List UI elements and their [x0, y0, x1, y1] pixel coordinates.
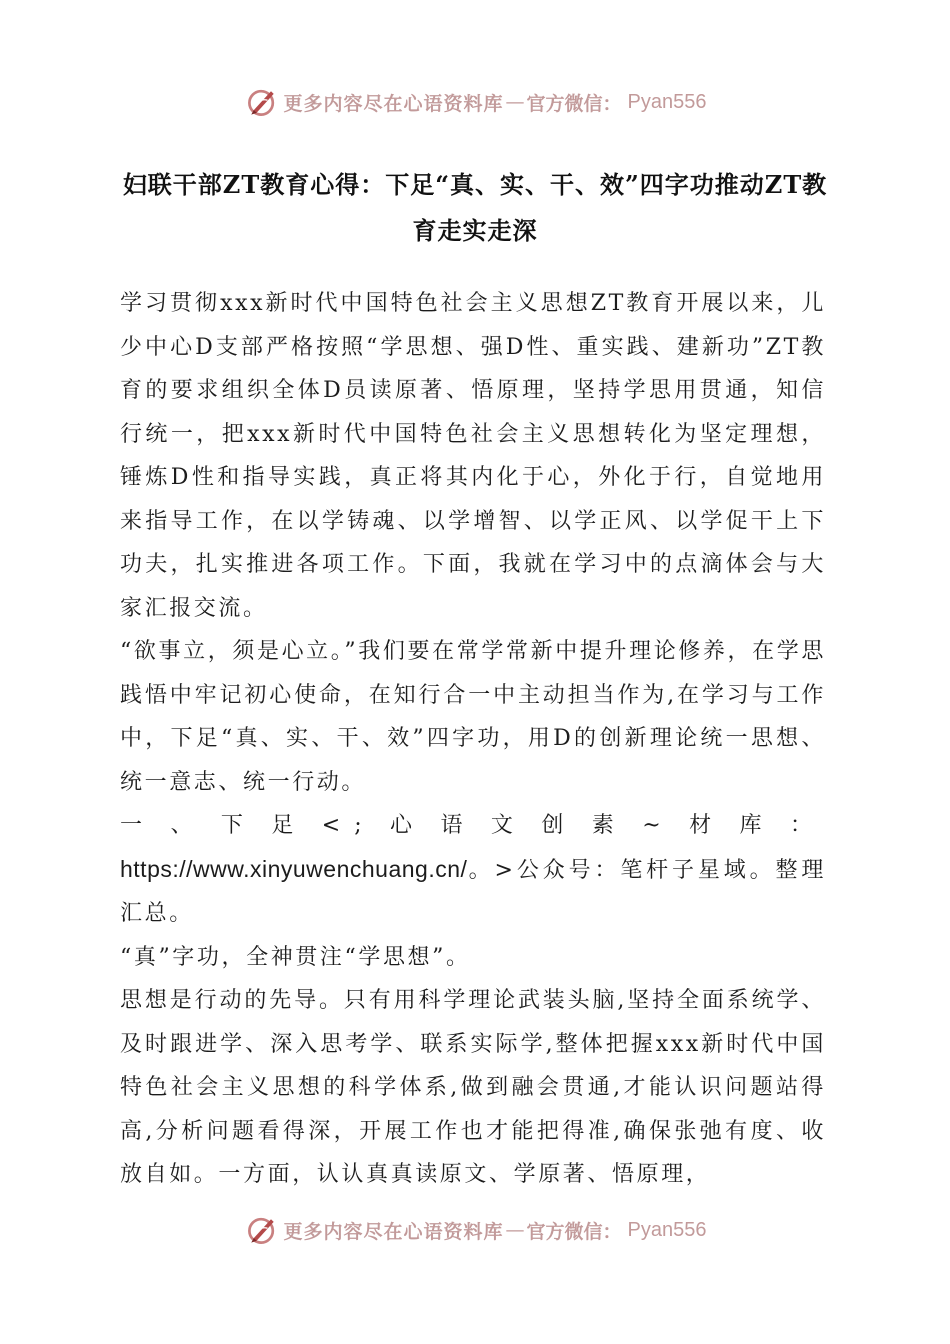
document-body	[120, 282, 826, 1197]
section-heading	[120, 804, 826, 936]
banner-wechat-id: Pyan556	[627, 90, 707, 113]
paragraph-thought: 思想是行动的先导。只有用科学理论武装头脑,坚持全面系统学、及时跟进学、深入思考学、联系实际学,整体把握xxx新时代中国特色社会主义思想的科学体系,做到融会贯通,才能认识问题站得高,分析问题看得深，开展工作也才能把得准,确保张弛有度、收放自如。一方面，认认真真读原文、学原著、悟原理，	[120, 988, 826, 1187]
banner-separator: —	[505, 1219, 525, 1241]
header-banner	[0, 82, 950, 122]
banner-text: 更多内容尽在心语资料库	[283, 1220, 504, 1243]
pen-logo-icon	[244, 1212, 280, 1248]
section-heading-title: “真”字功，全神贯注“学思想”。	[120, 944, 471, 970]
paragraph-intro: 学习贯彻xxx新时代中国特色社会主义思想ZT教育开展以来，儿少中心D支部严格按照“学思想、强D性、重实践、建新功”ZT教育的要求组织全体D员读原著、悟原理，坚持学思用贯通，知信行统一，把xxx新时代中国特色社会主义思想转化为坚定理想，锤炼D性和指导实践，真正将其内化于心，外化于行，自觉地用来指导工作，在以学铸魂、以学增智、以学正风、以学促干上下功夫，扎实推进各项工作。下面，我就在学习中的点滴体会与大家汇报交流。	[120, 291, 826, 621]
footer-banner	[0, 1210, 950, 1250]
banner-separator: —	[505, 91, 525, 113]
banner-text: 更多内容尽在心语资料库	[283, 92, 504, 115]
paragraph-quote: “欲事立，须是心立。”我们要在常学常新中提升理论修养，在学思践悟中牢记初心使命，在知行合一中主动担当作为,在学习与工作中，下足“真、实、干、效”四字功，用D的创新理论统一思想、统一意志、统一行动。	[120, 639, 826, 795]
section-heading-suffix: 。>公众号：笔杆子星域。整理汇总。	[120, 857, 826, 926]
banner-wechat-label: 官方微信：	[526, 1220, 622, 1243]
document-title: 妇联干部ZT教育心得：下足“真、实、干、效”四字功推动ZT教育走实走深	[122, 170, 828, 245]
source-url-link[interactable]: https://www.xinyuwenchuang.cn/	[120, 855, 468, 882]
banner-wechat-id: Pyan556	[627, 1218, 707, 1241]
banner-wechat-label: 官方微信：	[526, 92, 622, 115]
pen-logo-icon	[244, 84, 280, 120]
section-heading-prefix: 一、下足<;心语文创素~材库：	[120, 813, 826, 838]
